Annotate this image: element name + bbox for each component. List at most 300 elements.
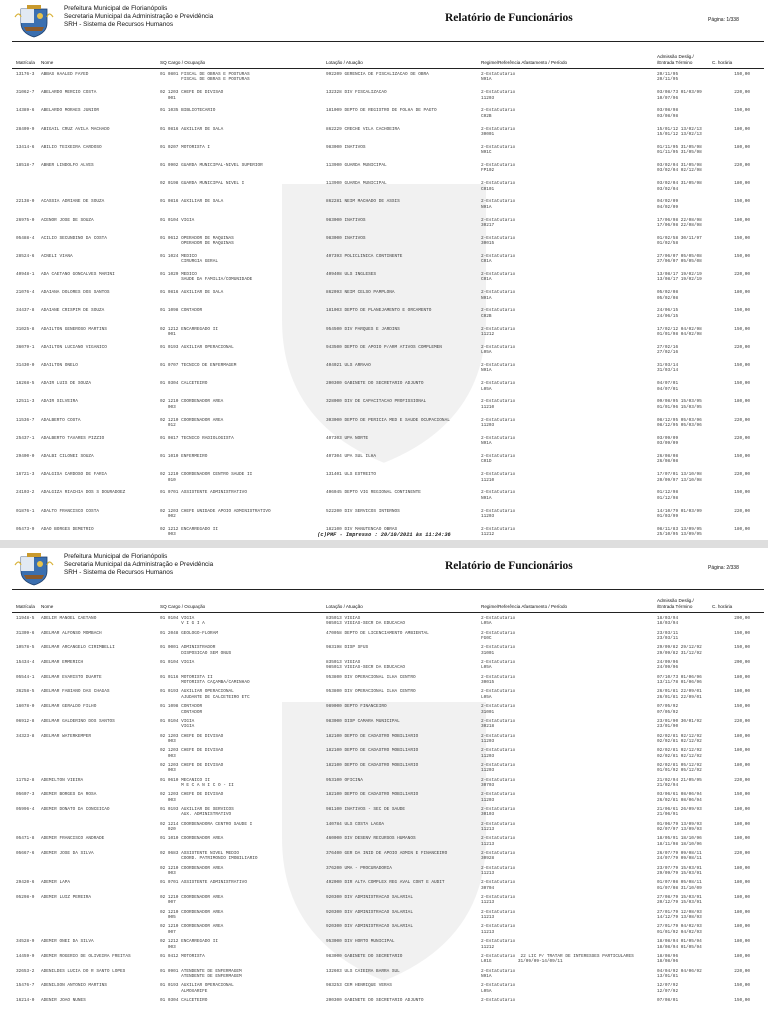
employee-matricula: 25437-1 — [16, 435, 35, 441]
employee-cargo: 02 1214 COORDENADORA CENTRO SAUDE I 020 — [160, 821, 253, 833]
employee-regime: 2-Estatutario 11210 — [481, 399, 516, 410]
employee-matricula: 22138-0 — [16, 199, 35, 205]
employee-workload: 150,00 — [734, 490, 750, 496]
employee-lotacao: 983000 INATIVOS — [326, 217, 366, 223]
employee-name: ADELMAR FABIANO DAS CHAGAS — [41, 689, 110, 695]
table-row — [0, 216, 768, 234]
employee-name: ADALGISA CARDOSO DE FARIA — [41, 472, 107, 478]
table-row — [0, 687, 768, 702]
employee-admission-dates: 01/02/58 30/11/97 01/02/58 — [657, 235, 702, 247]
employee-cargo: 01 1098 CONTADOR CONTADOR — [160, 704, 203, 715]
employee-workload: 180,00 — [734, 399, 750, 405]
employee-workload: 220,00 — [734, 344, 750, 350]
table-row — [0, 952, 768, 967]
employee-name: ADELIR MANOEL CAETANO — [41, 616, 97, 621]
employee-admission-dates: 01/07/08 05/08/11 01/07/08 31/10/09 — [657, 880, 702, 891]
employee-workload: 200,00 — [734, 660, 750, 666]
employee-matricula: 11536-7 — [16, 417, 35, 423]
employee-regime: 2-Estatutario 11213 — [481, 924, 516, 935]
org-line-srh: SRH - Sistema de Recursos Humanos — [64, 569, 174, 576]
employee-matricula: 05488-4 — [16, 235, 35, 241]
header-divider — [12, 41, 764, 42]
employee-workload: 180,00 — [734, 126, 750, 132]
employee-lotacao: 989000 DEPTO FINANCEIRO — [326, 704, 387, 710]
employee-admission-dates: 18/03/94 18/03/94 — [657, 616, 679, 627]
employee-lotacao: 200300 GABINETE DO SECRETARIO ADJUNTO — [326, 997, 424, 1003]
employee-name: ADALBI CILONEI SOUZA — [41, 453, 94, 459]
employee-cargo: 02 1210 COORDENADOR AREA 007 — [160, 895, 224, 906]
employee-regime: 2-Estatutario — [481, 997, 516, 1003]
employee-matricula: 34437-8 — [16, 308, 35, 314]
org-line-srh: SRH - Sistema de Recursos Humanos — [64, 21, 174, 28]
employee-admission-dates: 01/11/95 31/05/98 01/11/95 31/05/98 — [657, 144, 702, 156]
employee-admission-dates: 23/03/11 23/03/11 — [657, 630, 679, 642]
employee-admission-dates: 03/08/73 01/03/99 10/07/96 — [657, 90, 702, 101]
employee-workload: 180,00 — [734, 909, 750, 915]
employee-lotacao: 140784 ULS COSTA LAGOA — [326, 821, 384, 827]
employee-name: ADENILSON ANTONIO MARTINS — [41, 983, 107, 989]
employee-workload: 180,00 — [734, 953, 750, 959]
employee-regime: 2-Estatutario N91A — [481, 199, 516, 210]
employee-admission-dates: 02/02/81 02/12/92 02/02/81 02/12/92 — [657, 748, 702, 759]
employee-lotacao: 862281 NEIM MACHADO DE ASSIS — [326, 199, 400, 205]
employee-name: ADAILTON GENEROSO MARTINS — [41, 326, 107, 332]
employee-admission-dates: 26/01/81 22/09/01 26/01/81 22/09/01 — [657, 689, 702, 700]
employee-admission-dates: 02/02/81 05/12/92 01/01/92 05/12/92 — [657, 762, 702, 774]
employee-matricula: 16268-5 — [16, 381, 35, 387]
employee-matricula: 40948-1 — [16, 272, 35, 278]
employee-matricula: 24103-2 — [16, 490, 35, 496]
employee-cargo: 01 0116 MOTORISTA II MOTORISTA CAÇAMBA/CAMINHAO — [160, 674, 250, 686]
employee-lotacao: 131401 ULS ESTREITO — [326, 472, 377, 478]
organization-header — [64, 553, 364, 577]
employee-admission-dates: 07/08/01 — [657, 997, 679, 1003]
employee-name: ADELMAR ARCANGELO CIRIMBELLI — [41, 645, 115, 651]
employee-lotacao: 113900 GUARDA MUNICIPAL — [326, 162, 387, 168]
organization-header — [64, 5, 364, 29]
col-entrada: /Entrada Término — [657, 60, 693, 65]
employee-lotacao: 943500 DEPTO DE APOIO P/ARM ATIVOS COMPLEMEN — [326, 344, 442, 350]
employee-cargo: 01 1010 COORDENADOR AREA — [160, 836, 224, 842]
employee-admission-dates: 03/06/61 08/06/94 26/02/81 08/06/94 — [657, 792, 702, 803]
col-cargo: SQ Cargo / Ocupação — [160, 604, 206, 609]
employee-cargo: 01 0707 TECNICO DE ENFERMAGEM — [160, 363, 237, 368]
employee-lotacao: 200300 GABINETE DO SECRETARIO ADJUNTO — [326, 381, 424, 387]
employee-workload: 150,00 — [734, 108, 750, 114]
employee-admission-dates: 15/01/12 13/02/13 15/01/12 13/02/13 — [657, 126, 702, 137]
employee-cargo: 02 1210 COORDENADOR AREA 012 — [160, 417, 224, 428]
employee-admission-dates: 08/11/83 13/09/95 25/10/95 13/09/95 — [657, 526, 702, 538]
employee-workload: 180,00 — [734, 762, 750, 768]
table-row — [0, 288, 768, 306]
employee-matricula: 26975-0 — [16, 217, 35, 223]
employee-workload: 150,00 — [734, 453, 750, 459]
employee-regime: 2-Estatutario 30218 — [481, 718, 516, 730]
employee-regime: 2-Estatutario 30103 — [481, 806, 516, 818]
print-footer: (c)PMF - Impresso : 20/10/2021 às 11:24:36 — [317, 532, 451, 538]
employee-workload: 150,00 — [734, 235, 750, 241]
employee-name: ABIGAIL CRUZ AVILA MACHADO — [41, 126, 110, 132]
employee-cargo: 01 2048 GEOLOGO-FLORAM — [160, 630, 218, 636]
employee-workload: 150,00 — [734, 326, 750, 332]
table-row — [0, 88, 768, 106]
employee-lotacao: 303000 DEPTO DE PERICIA MED E SAUDE OCUPACIONAL — [326, 417, 450, 423]
employee-regime: 2-Estatutario 30001 — [481, 126, 516, 137]
employee-lotacao: 492000 DIR ALTA COMPLEX REG AVAL CONT E AUDIT — [326, 880, 445, 886]
org-line-secretaria: Secretaria Municipal da Administração e Previdência — [64, 13, 214, 20]
employee-regime: 2-Estatutario C0101 — [481, 181, 516, 192]
employee-regime: 2-Estatutario 11213 — [481, 865, 516, 877]
employee-regime: 2-Estatutario C02B — [481, 108, 516, 119]
employee-cargo: 02 1203 CHEFE DE DIVISAO 001 — [160, 90, 224, 101]
employee-admission-dates: 27/01/79 12/08/93 14/12/79 13/08/93 — [657, 909, 702, 921]
employee-cargo: 01 0701 ASSISTENTE ADMINISTRATIVO — [160, 880, 247, 886]
table-row — [0, 614, 768, 629]
employee-workload: 220,00 — [734, 777, 750, 783]
employee-regime: 2-Estatutario N91C — [481, 144, 516, 156]
employee-matricula: 31309-6 — [16, 630, 35, 636]
employee-name: ADALBERTO TAVARES PIZZIO — [41, 435, 105, 441]
report-title: Relatório de Funcionários — [445, 12, 573, 24]
employee-cargo: 01 1035 BIBLIOTECARIO — [160, 108, 216, 114]
employee-admission-dates: 31/03/14 31/03/14 — [657, 363, 679, 374]
employee-admission-dates: 05/02/08 05/02/08 — [657, 290, 679, 301]
employee-matricula: 28409-9 — [16, 126, 35, 132]
employee-cargo: 01 0193 AUXILIAR OPERACIONAL AJUDANTE DE CALCETEIRO ETC — [160, 689, 250, 700]
employee-lotacao: 132603 ULS CAIEIRA BARRA SUL — [326, 968, 400, 974]
employee-regime: 2-Estatutario 11203 — [481, 417, 516, 428]
employee-workload: 150,00 — [734, 199, 750, 205]
employee-matricula: 12511-3 — [16, 399, 35, 405]
employee-lotacao: 409408 ULS INGLESES — [326, 272, 377, 278]
employee-matricula: 18518-7 — [16, 162, 35, 168]
employee-workload: 180,00 — [734, 895, 750, 901]
employee-lotacao: 407393 POLICLINICA CONTINENTE — [326, 253, 403, 259]
table-row — [0, 325, 768, 343]
table-row — [0, 234, 768, 252]
employee-workload: 220,00 — [734, 472, 750, 478]
employee-name: ADELMAR EMMERICH — [41, 660, 84, 666]
employee-cargo: 01 0612 OPERADOR DE MAQUINAS OPERADOR DE MAQUINAS — [160, 235, 234, 247]
table-row — [0, 507, 768, 525]
employee-cargo: 02 1212 ENCARREGADO II 003 — [160, 526, 218, 538]
employee-lotacao: 407304 UPA SUL ILHA — [326, 453, 377, 459]
employee-regime: 2-Estatutario 11213 — [481, 895, 516, 906]
employee-admission-dates: 17/07/01 13/10/98 20/09/97 13/10/98 — [657, 472, 702, 483]
table-row — [0, 702, 768, 717]
table-row — [0, 379, 768, 397]
employee-name: ADEMIR ROGERIO DE OLIVEIRA FREITAS — [41, 953, 131, 959]
employee-name: ACENOR JOSE DE SOUZA — [41, 217, 94, 223]
col-nome: Nome — [41, 604, 54, 609]
employee-workload: 220,00 — [734, 162, 750, 168]
employee-matricula: 14459-9 — [16, 953, 35, 959]
employee-workload: 220,00 — [734, 508, 750, 514]
employee-matricula: 15434-4 — [16, 660, 35, 666]
employee-workload: 150,00 — [734, 72, 750, 77]
employee-workload: 150,00 — [734, 308, 750, 314]
employee-matricula: 29400-0 — [16, 453, 35, 459]
employee-regime: 2-Estatutario 31001 — [481, 704, 516, 715]
employee-cargo: 02 1203 CHEFE DE DIVISAO 003 — [160, 762, 224, 774]
employee-regime: 2-Estatutario 11203 — [481, 748, 516, 759]
employee-cargo: 01 0207 MOTORISTA I — [160, 144, 211, 150]
employee-table — [0, 70, 768, 540]
employee-admission-dates: 17/06/98 22/08/98 17/06/98 22/08/98 — [657, 217, 702, 228]
employee-name: ABNER LINDOLFO ALVES — [41, 162, 94, 168]
employee-matricula: 16721-3 — [16, 472, 35, 478]
col-admissao: Admissão Deslig./ — [657, 598, 694, 603]
employee-cargo: 01 0801 FISCAL DE OBRAS E POSTURAS FISCAL DE OBRAS E POSTURAS — [160, 72, 250, 83]
table-row — [0, 197, 768, 215]
employee-admission-dates: 17/02/12 04/02/98 01/01/98 04/02/98 — [657, 326, 702, 338]
employee-name: ADEMIR LAPA — [41, 880, 70, 886]
employee-regime: 2-Estatutario L05A — [481, 616, 516, 627]
employee-name: ABILIO TEIXEIRA CARDOSO — [41, 144, 102, 150]
employee-name: ADEMIR BORGES DA ROSA — [41, 792, 97, 798]
employee-regime: 2-Estatutario N91A — [481, 490, 516, 501]
col-carga-horaria: C. horária — [712, 604, 733, 609]
table-row — [0, 996, 768, 1011]
employee-matricula: 34323-8 — [16, 733, 35, 739]
employee-lotacao: 182100 DEPTO DE CADASTRO MOBILIARIO — [326, 792, 419, 798]
employee-workload: 180,00 — [734, 733, 750, 739]
employee-name: ADELMAR EVARISTO DUARTE — [41, 674, 102, 680]
table-row — [0, 416, 768, 434]
employee-regime: 2-Estatutario 22 LIC P/ TRATAR DE INTERESSES PARTICULARES L01G 31/09/09-14/09/11 — [481, 953, 634, 965]
employee-lotacao: 181009 DEPTO DE REGISTRO DE FOLHA DE PAGTO — [326, 108, 437, 114]
employee-matricula: 32653-2 — [16, 968, 35, 974]
employee-name: ADEMILTON VIEIRA — [41, 777, 84, 783]
employee-cargo: 02 1210 COORDENADOR AREA 003 — [160, 399, 224, 410]
employee-admission-dates: 18/08/96 18/08/96 — [657, 953, 679, 965]
employee-cargo: 01 0193 AUXILIAR DE SERVICOS AUX. ADMINISTRATIVO — [160, 806, 234, 818]
employee-name: ADEMIR JOSE DA SILVA — [41, 851, 94, 856]
employee-regime: 2-Estatutario N91A — [481, 363, 516, 374]
employee-lotacao: 835013 VIGIAS 985013 VIGIAS-SECR DA EDUCACAO — [326, 660, 406, 671]
employee-matricula: 14389-6 — [16, 108, 35, 114]
employee-name: ADA CAETANO GONCALVES MARINI — [41, 272, 115, 278]
employee-name: ADALTO FRANCISCO COSTA — [41, 508, 99, 514]
employee-admission-dates: 03/02/04 31/05/98 03/02/04 02/12/98 — [657, 162, 702, 174]
employee-workload: 220,00 — [734, 851, 750, 856]
city-crest-logo — [13, 5, 55, 39]
col-lotacao: Lotação / Atuação — [326, 60, 363, 65]
employee-cargo: 02 1212 ENCARREGADO II 003 — [160, 939, 218, 950]
employee-workload: 180,00 — [734, 924, 750, 930]
employee-regime: 2-Estatutario 31001 — [481, 645, 516, 656]
employee-lotacao: 376200 UMA - PROCURADORIA — [326, 865, 392, 871]
employee-workload: 150,00 — [734, 997, 750, 1003]
employee-name: ACASSIA ADRIANE DE SOUZA — [41, 199, 105, 205]
employee-workload: 220,00 — [734, 90, 750, 96]
employee-admission-dates: 26/07/79 09/08/11 24/07/79 09/08/11 — [657, 851, 702, 862]
employee-lotacao: 920300 DIV ADMINISTRACAO SALARIAL — [326, 895, 413, 901]
table-row — [0, 673, 768, 688]
table-row — [0, 629, 768, 644]
employee-lotacao: 404021 ULS ARRAAO — [326, 363, 371, 368]
employee-regime: 2-Estatutario 30015 — [481, 235, 516, 247]
employee-admission-dates: 01/06/79 13/09/93 02/07/97 13/09/93 — [657, 821, 702, 833]
employee-admission-dates: 23/07/79 15/03/91 29/09/79 15/03/91 — [657, 865, 702, 877]
employee-admission-dates: 18/08/94 01/05/94 18/08/94 01/05/94 — [657, 939, 702, 950]
employee-admission-dates: 08/12/95 05/03/96 08/12/95 05/03/96 — [657, 417, 702, 428]
employee-matricula: 05544-1 — [16, 674, 35, 680]
report-title: Relatório de Funcionários — [445, 560, 573, 572]
employee-workload: 180,00 — [734, 689, 750, 695]
employee-cargo: 01 0701 ASSISTENTE ADMINISTRATIVO — [160, 490, 247, 496]
employee-matricula: 28524-6 — [16, 253, 35, 259]
employee-admission-dates: 09/08/95 15/03/95 01/01/96 15/03/95 — [657, 399, 702, 410]
table-row — [0, 849, 768, 864]
employee-workload: 220,00 — [734, 272, 750, 278]
employee-workload: 180,00 — [734, 821, 750, 827]
employee-lotacao: 983000 GABINETE DO SECRETARIO — [326, 953, 403, 959]
employee-matricula: 05473-9 — [16, 526, 35, 532]
employee-lotacao: 132328 DIV FISCALIZACAO — [326, 90, 387, 96]
employee-admission-dates: 03/09/09 03/09/09 — [657, 435, 679, 447]
employee-lotacao: 981100 INATIVOS - SEC DE SAUDE — [326, 806, 406, 812]
employee-lotacao: 181003 DEPTO DE PLANEJAMENTO E ORCAMENTO — [326, 308, 432, 314]
employee-workload: 150,00 — [734, 645, 750, 651]
table-row — [0, 179, 768, 197]
employee-name: ADALGIZA RIACHIA DOS S DOURADOEZ — [41, 490, 126, 496]
employee-matricula: 21076-4 — [16, 290, 35, 296]
employee-lotacao: 983000 INATIVOS — [326, 144, 366, 150]
employee-regime: 2-Estatutario N91A — [481, 72, 516, 83]
employee-name: ACNELI VIANA — [41, 253, 73, 259]
employee-workload: 220,00 — [734, 435, 750, 441]
employee-name: ABBAS HAALED FAYED — [41, 72, 89, 77]
employee-admission-dates: 12/07/92 12/07/92 — [657, 983, 679, 994]
col-entrada: /Entrada Término — [657, 604, 693, 609]
table-row — [0, 922, 768, 937]
employee-cargo: 01 0193 AUXILIAR OPERACIONAL ALMOXARIFE — [160, 983, 234, 994]
employee-matricula: 11752-8 — [16, 777, 35, 783]
employee-lotacao: 983253 CEM HENRIQUE VERAS — [326, 983, 392, 989]
employee-regime: 2-Estatutario 11203 — [481, 792, 516, 803]
employee-admission-dates: 13/08/17 19/02/19 13/08/17 19/02/19 — [657, 272, 702, 283]
table-row — [0, 452, 768, 470]
employee-admission-dates: 29/09/82 29/12/92 29/09/82 31/12/92 — [657, 645, 702, 656]
employee-regime: 2-Estatutario 11213 — [481, 836, 516, 847]
employee-cargo: 01 1098 CONTADOR — [160, 308, 203, 314]
employee-regime: 2-Estatutario C01A — [481, 253, 516, 265]
employee-admission-dates: 07/05/92 07/05/92 — [657, 704, 679, 715]
employee-cargo: 01 0104 VIGIA V I G I A — [160, 616, 205, 627]
employee-name: ADEMIR FRANCISCO ANDRADE — [41, 836, 105, 842]
employee-lotacao: 920300 DIV ADMINISTRACAO SALARIAL — [326, 924, 413, 930]
employee-admission-dates: 27/02/16 27/02/16 — [657, 344, 679, 356]
table-row — [0, 805, 768, 820]
employee-workload: 220,00 — [734, 718, 750, 724]
employee-regime: 2-Estatutario 30704 — [481, 880, 516, 891]
col-matricula: Matrícula — [16, 60, 35, 65]
table-header-divider — [12, 68, 764, 69]
table-row — [0, 864, 768, 879]
employee-admission-dates: 23/01/90 30/01/92 23/01/90 — [657, 718, 702, 730]
employee-cargo: 01 0001 ADMINISTRADOR DISPOSICAO SEM ONUS — [160, 645, 232, 656]
employee-name: ADEMIR LUIZ PEREIRA — [41, 895, 92, 901]
col-regime: Regime/Referência Afastamento / Período — [481, 604, 568, 609]
employee-cargo: 01 0901 ATENDENTE DE ENFERMAGEM ATENDENTE DE ENFERMAGEM — [160, 968, 242, 979]
employee-cargo: 02 1210 COORDENADOR AREA 005 — [160, 909, 224, 921]
employee-workload: 180,00 — [734, 217, 750, 223]
employee-cargo: 01 1029 MEDICO SAUDE DA FAMILIA/COMUNIDADE — [160, 272, 253, 283]
employee-admission-dates: 27/01/79 04/02/93 01/01/92 04/02/93 — [657, 924, 702, 935]
table-row — [0, 125, 768, 143]
employee-cargo: 02 0683 ASSISTENTE NIVEL MEDIO COORD. PATRIMONIO IMOBILIARIO — [160, 851, 258, 862]
col-lotacao: Lotação / Atuação — [326, 604, 363, 609]
employee-workload: 180,00 — [734, 674, 750, 680]
employee-cargo: 01 0412 MOTORISTA — [160, 953, 205, 959]
employee-regime: 2-Estatutario 11213 — [481, 909, 516, 921]
employee-name: ADEMIR ONEI DA SILVA — [41, 939, 94, 945]
employee-workload: 180,00 — [734, 836, 750, 842]
employee-regime: 2-Estatutario L05A — [481, 381, 516, 392]
employee-workload: 180,00 — [734, 181, 750, 187]
employee-workload: 180,00 — [734, 290, 750, 296]
employee-lotacao: 182100 DEPTO DE CADASTRO MOBILIARIO — [326, 733, 419, 739]
employee-lotacao: 992209 GERENCIA DE FISCALIZACAO DE OBRA — [326, 72, 429, 77]
employee-matricula: 05298-9 — [16, 895, 35, 901]
employee-workload: 180,00 — [734, 806, 750, 812]
employee-matricula: 31062-7 — [16, 90, 35, 96]
employee-cargo: 02 1212 ENCARREGADO II 001 — [160, 326, 218, 338]
employee-name: ADAIR SILVEIRA — [41, 399, 78, 405]
employee-table — [0, 614, 768, 1011]
col-nome: Nome — [41, 60, 54, 65]
employee-regime: 2-Estatutario 30928 — [481, 851, 516, 862]
employee-matricula: 13176-3 — [16, 72, 35, 77]
employee-matricula: 16078-0 — [16, 704, 35, 710]
employee-cargo: 01 1010 ENFERMEIRO — [160, 453, 208, 459]
employee-regime: 2-Estatutario C02B — [481, 308, 516, 319]
employee-name: ADAIR LUIS DE SOUZA — [41, 381, 92, 387]
table-row — [0, 106, 768, 124]
employee-regime: 2-Estatutario 11203 — [481, 90, 516, 101]
employee-workload: 180,00 — [734, 526, 750, 532]
col-admissao: Admissão Deslig./ — [657, 54, 694, 59]
employee-admission-dates: 18/05/91 18/10/96 18/11/98 18/10/96 — [657, 836, 702, 847]
employee-regime: 2-Estatutario 11203 — [481, 762, 516, 774]
employee-admission-dates: 02/02/81 02/12/92 02/02/81 02/12/92 — [657, 733, 702, 744]
employee-regime: 2-Estatutario N91A — [481, 290, 516, 301]
employee-name: ADENILDES LUCIA DO R SANTO LOPES — [41, 968, 126, 974]
employee-cargo: 02 1210 COORDENADOR AREA 003 — [160, 865, 224, 877]
employee-workload: 150,00 — [734, 253, 750, 259]
employee-regime: 2-Estatutario 30015 — [481, 674, 516, 686]
employee-lotacao: 954500 DIV PARQUES E JARDINS — [326, 326, 400, 332]
employee-regime: 2-Estatutario 11203 — [481, 733, 516, 744]
table-header-divider — [12, 612, 764, 613]
employee-lotacao: 470058 DEPTO DE LICENCIAMENTO AMBIENTAL — [326, 630, 429, 636]
employee-matricula: 05607-3 — [16, 792, 35, 798]
employee-matricula: 06912-8 — [16, 718, 35, 724]
table-row — [0, 761, 768, 776]
employee-regime: 2-Estatutario 30217 — [481, 217, 516, 228]
employee-cargo: 02 0198 GUARDA MUNICIPAL NIVEL I — [160, 181, 245, 187]
table-row — [0, 397, 768, 415]
employee-workload: 180,00 — [734, 748, 750, 754]
employee-matricula: 10578-5 — [16, 645, 35, 651]
employee-cargo: 01 0104 VIGIA — [160, 660, 195, 666]
employee-cargo: 02 1210 COORDENADOR AREA 007 — [160, 924, 224, 935]
employee-regime: 2-Estatutario FP102 — [481, 162, 516, 174]
employee-lotacao: 920300 DIV ADMINISTRACAO SALARIAL — [326, 909, 413, 915]
employee-admission-dates: 24/06/15 24/06/15 — [657, 308, 679, 319]
employee-regime: 2-Estatutario L05A — [481, 344, 516, 356]
